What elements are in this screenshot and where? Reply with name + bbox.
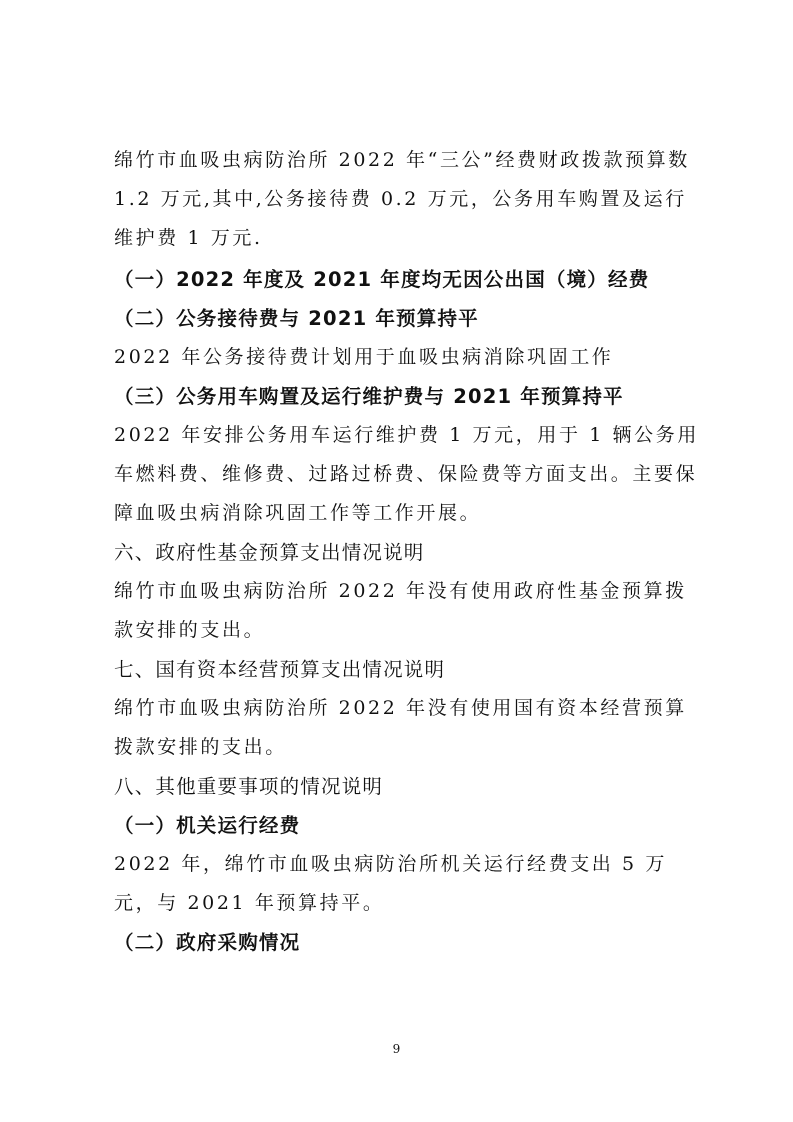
heading-other-matters: 八、其他重要事项的情况说明 — [114, 775, 384, 798]
paragraph-vehicle-expense: 2022 年安排公务用车运行维护费 1 万元，用于 1 辆公务用车燃料费、维修费、过路过桥费、保险费等方面支出。主要保障血吸虫病消除巩固工作等工作开展。 — [114, 424, 699, 524]
paragraph-state-capital: 绵竹市血吸虫病防治所 2022 年没有使用国有资本经营预算拨款安排的支出。 — [114, 697, 687, 758]
heading-government-fund: 六、政府性基金预算支出情况说明 — [114, 541, 425, 564]
paragraph-government-fund: 绵竹市血吸虫病防治所 2022 年没有使用政府性基金预算拨款安排的支出。 — [114, 580, 687, 641]
heading-outbound-travel: （一）2022 年度及 2021 年度均无因公出国（境）经费 — [114, 268, 650, 291]
page-content — [114, 141, 704, 962]
heading-operating-expense: （一）机关运行经费 — [114, 814, 301, 837]
paragraph-three-public-budget: 绵竹市血吸虫病防治所 2022 年“三公”经费财政拨款预算数 1.2 万元,其中,公务接待费 0.2 万元，公务用车购置及运行维护费 1 万元. — [114, 149, 690, 249]
heading-vehicle-expense: （三）公务用车购置及运行维护费与 2021 年预算持平 — [114, 385, 624, 408]
page-number: 9 — [392, 1042, 401, 1056]
paragraph-reception-expense: 2022 年公务接待费计划用于血吸虫病消除巩固工作 — [114, 346, 614, 368]
heading-reception-expense: （二）公务接待费与 2021 年预算持平 — [114, 307, 479, 330]
paragraph-operating-expense: 2022 年，绵竹市血吸虫病防治所机关运行经费支出 5 万元，与 2021 年预算持平。 — [114, 853, 667, 914]
heading-state-capital: 七、国有资本经营预算支出情况说明 — [114, 658, 446, 681]
heading-government-procurement: （二）政府采购情况 — [114, 931, 301, 954]
